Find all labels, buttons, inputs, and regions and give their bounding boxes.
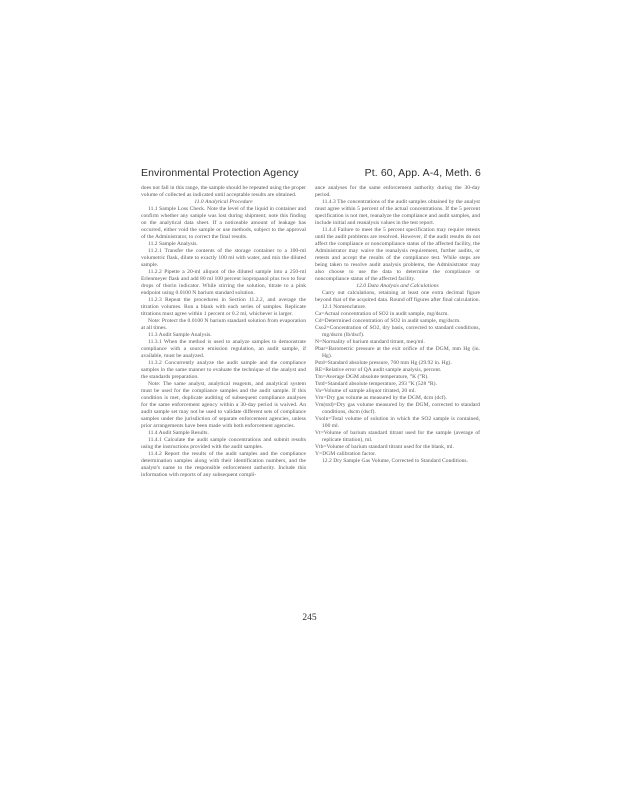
paragraph: does not fall in this range, the sample should be repeated using the proper volume of collected as indicated until acceptable results are obtained. [141, 185, 306, 198]
paragraph: Tm=Average DGM absolute temperature, °K (°R). [315, 374, 429, 380]
paragraph: Pbar=Barometric pressure at the exit orifice of the DGM, mm Hg (in. Hg). [315, 346, 480, 359]
paragraph: Y=DGM calibration factor. [315, 451, 377, 457]
paragraph: 11.3.2 Concurrently analyze the audit sample and the compliance samples in the same manner to evaluate the technique of the analyst and the standards preparation. [141, 360, 306, 380]
running-header-right: Pt. 60, App. A-4, Meth. 6 [364, 167, 481, 179]
paragraph: Vt=Volume of barium standard titrant used for the sample (average of replicate titration), ml. [315, 430, 480, 443]
paragraph: Cso2=Concentration of SO2, dry basis, corrected to standard conditions, mg/dscm (lb/dscf). [315, 325, 480, 338]
paragraph: Tstd=Standard absolute temperature, 293 °K (528 °R). [315, 381, 437, 387]
paragraph: Pstd=Standard absolute pressure, 760 mm Hg (29.92 in. Hg). [315, 360, 452, 366]
section-heading: 12.0 Data Analysis and Calculations [356, 283, 439, 289]
paragraph: Carry out calculations, retaining at least one extra decimal figure beyond that of the acquired data. Round off figures after final calculation. [315, 290, 481, 303]
page-number: 245 [302, 613, 317, 623]
paragraph: Vsoln=Total volume of solution in which the SO2 sample is contained, 100 ml. [315, 416, 480, 429]
paragraph: Va=Volume of sample aliquot titrated, 20 ml. [315, 388, 416, 394]
paragraph: RE=Relative error of QA audit sample analysis, percent. [315, 367, 442, 373]
paragraph: 11.4.2 Report the results of the audit samples and the compliance determination samples along with their identification numbers, and the analyst's name to the responsible enforcement authority. Include this information with reports of any subsequent compli- [141, 451, 306, 478]
paragraph: Vm(std)=Dry gas volume measured by the DGM, corrected to standard conditions, dscm (dscf). [315, 402, 480, 415]
section-heading: 11.0 Analytical Procedure [194, 199, 253, 205]
paragraph: Note: The same analyst, analytical reagents, and analytical system must be used for the compliance samples and the audit sample. If this condition is met, duplicate auditing of subsequent compliance analyses for the same enforcement agency within a 30-day period is waived. An audit sample set may not be used to validate different sets of compliance samples under the jurisdiction of separate enforcement agencies, unless prior arrangements have been made with both enforcement agencies. [141, 381, 306, 429]
paragraph: 11.2.2 Pipette a 20-ml aliquot of the diluted sample into a 250-ml Erlenmeyer flask and add 80 ml 100 percent isopropanol plus two to four drops of thorin indicator. While stirring the solution, titrate to a pink endpoint using 0.0100 N barium standard solution. [141, 269, 306, 296]
paragraph: 11.2.3 Repeat the procedures in Section 11.2.2, and average the titration volumes. Run a blank with each series of samples. Replicate titrations must agree within 1 percent or 0.2 ml, whichever is larger. [141, 297, 306, 317]
paragraph: 11.1 Sample Loss Check. Note the level of the liquid in container and confirm whether any sample was lost during shipment; note this finding on the analytical data sheet. If a noticeable amount of leakage has occurred, either void the sample or use methods, subject to the approval of the Administrator, to correct the final results. [141, 206, 306, 240]
right-column [315, 185, 480, 465]
paragraph: Vm=Dry gas volume as measured by the DGM, dcm (dcf). [315, 395, 447, 401]
paragraph: Vtb=Volume of barium standard titrant used for the blank, ml. [315, 444, 454, 450]
paragraph: 12.1 Nomenclature. [322, 304, 367, 310]
paragraph: 11.4 Audit Sample Results. [148, 430, 209, 436]
paragraph: 11.4.4 Failure to meet the 5 percent specification may require retests until the audit problems are resolved. However, if the audit results do not affect the compliance or noncompliance status of the affected facility, the Administrator may waive the reanalysis requirement, further audits, or retests and accept the results of the compliance test. While steps are being taken to resolve audit analysis problems, the Administrator may also choose to use the data to determine the compliance or noncompliance status of the affected facility. [315, 227, 480, 282]
paragraph: Ca=Actual concentration of SO2 in audit sample, mg/dscm. [315, 311, 449, 317]
paragraph: 12.2 Dry Sample Gas Volume, Corrected to Standard Conditions. [322, 458, 468, 464]
paragraph: Cd=Determined concentration of SO2 in audit sample, mg/dscm. [315, 318, 461, 324]
running-header-left: Environmental Protection Agency [141, 167, 299, 179]
paragraph: 11.3 Audit Sample Analysis. [148, 332, 212, 338]
paragraph: ance analyses for the same enforcement authority during the 30-day period. [315, 185, 480, 198]
paragraph: 11.4.1 Calculate the audit sample concentrations and submit results using the instructions provided with the audit samples. [141, 437, 306, 450]
paragraph: 11.4.3 The concentrations of the audit samples obtained by the analyst must agree within 5 percent of the actual concentrations. If the 5 percent specification is not met, reanalyze the compliance and audit samples, and include initial and reanalysis values in the test report. [315, 199, 480, 226]
paragraph: 11.3.1 When the method is used to analyze samples to demonstrate compliance with a source emission regulation, an audit sample, if available, must be analyzed. [141, 339, 306, 359]
left-column [141, 185, 306, 479]
paragraph: 11.2 Sample Analysis. [148, 241, 198, 247]
paragraph: N=Normality of barium standard titrant, meq/ml. [315, 339, 425, 345]
paragraph: Note: Protect the 0.0100 N barium standard solution from evaporation at all times. [141, 318, 306, 331]
paragraph: 11.2.1 Transfer the contents of the storage container to a 100-ml volumetric flask, dilute to exactly 100 ml with water, and mix the diluted sample. [141, 248, 306, 268]
